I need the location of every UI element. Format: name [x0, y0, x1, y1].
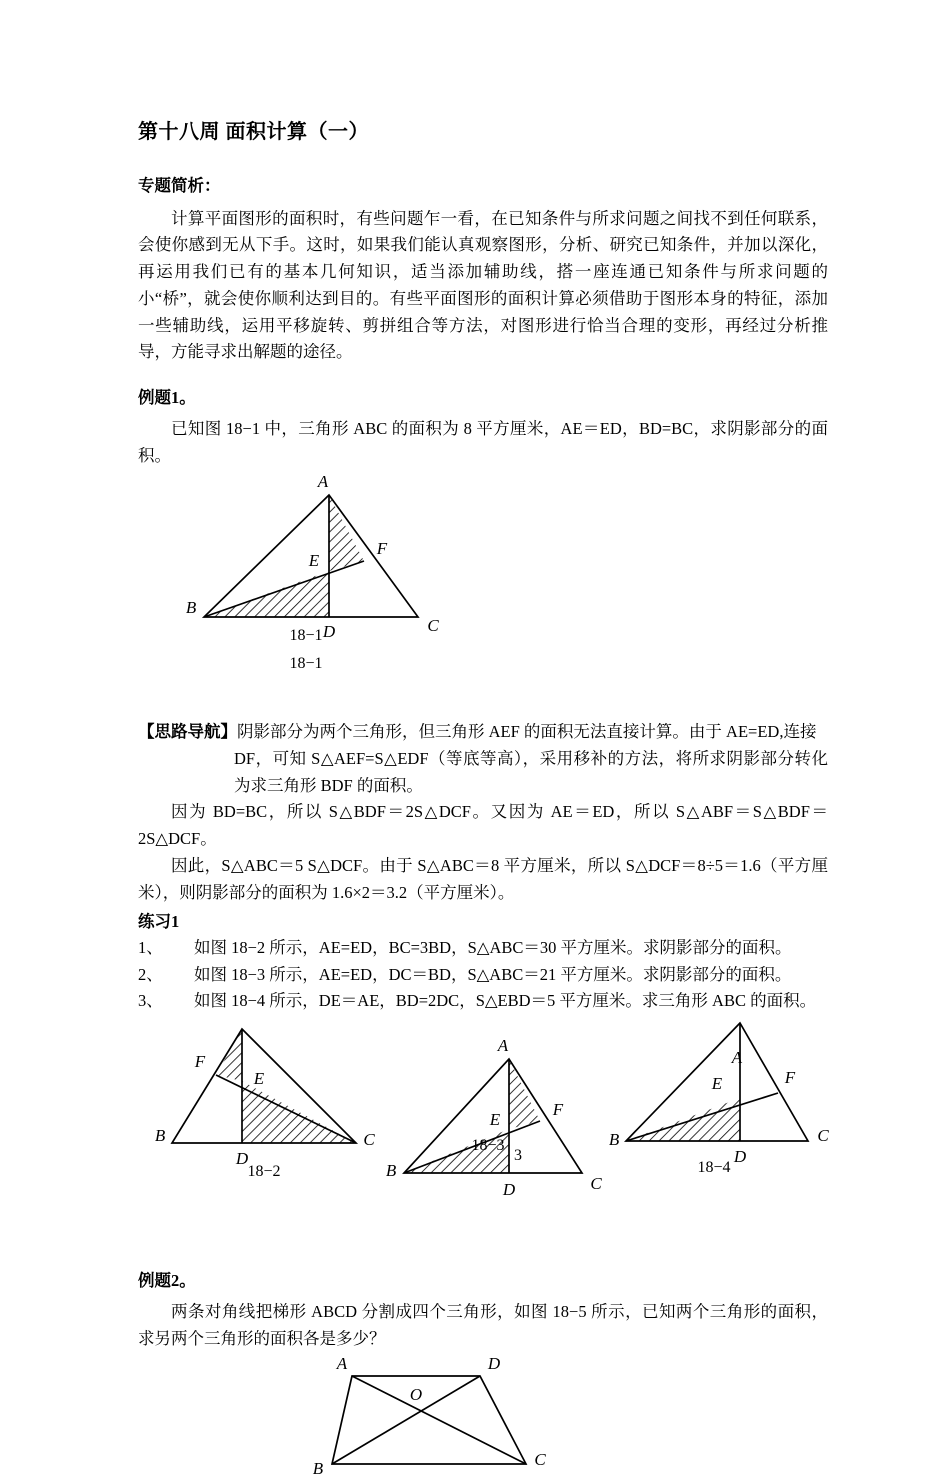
- example1-solution-line1: 因为 BD=BC，所以 S△BDF＝2S△DCF。又因为 AE＝ED，所以 S△ABF＝S△BDF＝2S△DCF。: [138, 802, 828, 849]
- example1-heading: 例题1。: [138, 388, 196, 408]
- figure-18-5-label-C: C: [534, 1450, 546, 1470]
- figure-18-5: [290, 1354, 560, 1480]
- practice1-list: [138, 935, 828, 1015]
- figure-18-3-label-C: C: [590, 1174, 602, 1194]
- figure-18-4-label-F: F: [784, 1068, 796, 1088]
- practice1-item-0-text: 如图 18−2 所示，AE=ED，BC=3BD，S△ABC＝30 平方厘米。求阴影部分的面积。: [194, 938, 792, 958]
- figure-18-4-caption: 18−4: [697, 1159, 731, 1177]
- figure-18-3-label-B: B: [385, 1161, 397, 1181]
- figure-18-2-label-F: F: [194, 1052, 206, 1072]
- example1-guide-label: 【思路导航】: [138, 722, 237, 742]
- practice1-item-1-num: 2、: [138, 964, 163, 984]
- figure-18-4: [608, 1019, 832, 1179]
- list-item: [138, 988, 828, 1015]
- figure-18-1-label-C: C: [427, 616, 439, 636]
- figure-18-3-caption: 18−3: [471, 1137, 505, 1155]
- practice1-item-1-text: 如图 18−3 所示，AE=ED，DC＝BD，S△ABC＝21 平方厘米。求阴影部分的面积。: [194, 964, 792, 984]
- figure-18-1-label-E: E: [308, 551, 320, 571]
- example1-statement: 已知图 18−1 中，三角形 ABC 的面积为 8 平方厘米，AE＝ED，BD=BC，求阴影部分的面积。: [138, 418, 828, 465]
- figure-18-1-container: [138, 469, 828, 719]
- figure-18-3-label-A: A: [497, 1036, 509, 1056]
- document-content: [138, 118, 828, 1482]
- figure-18-4-label-C: C: [817, 1126, 829, 1146]
- figure-18-1: [185, 472, 456, 647]
- practice1-item-2-text: 如图 18−4 所示，DE＝AE，BD=2DC，S△EBD＝5 平方厘米。求三角形 ABC 的面积。: [194, 991, 817, 1011]
- list-item: [138, 935, 828, 962]
- figure-18-4-label-B: B: [608, 1130, 620, 1150]
- figure-18-4-label-D: D: [733, 1147, 747, 1167]
- figure-18-4-label-E: E: [711, 1074, 723, 1094]
- figure-18-2-label-D: D: [235, 1149, 249, 1169]
- page-title: 第十八周 面积计算（一）: [138, 121, 369, 143]
- example2-statement: 两条对角线把梯形 ABCD 分割成四个三角形，如图 18−5 所示，已知两个三角形的面积，求另两个三角形的面积各是多少？: [138, 1301, 828, 1348]
- example1-guide: [138, 719, 828, 799]
- figure-18-1-label-B: B: [185, 598, 197, 618]
- example1-guide-line1: 阴影部分为两个三角形，但三角形 AEF 的面积无法直接计算。由于 AE=ED,连接: [237, 722, 817, 742]
- figure-18-2-label-B: B: [154, 1126, 166, 1146]
- figure-18-1-caption-overlap: 18−1: [289, 627, 323, 645]
- figure-18-2-label-E: E: [253, 1069, 265, 1089]
- example2-heading: 例题2。: [138, 1271, 196, 1291]
- figure-18-1-label-F: F: [376, 539, 388, 559]
- figure-18-5-label-D: D: [487, 1354, 501, 1374]
- list-item: [138, 962, 828, 989]
- practice1-item-0-num: 1、: [138, 938, 163, 958]
- figure-18-5-label-B: B: [312, 1459, 324, 1479]
- example1-guide-line2: DF，可知 S△AEF=S△EDF（等底等高），采用移补的方法，将所求阴影部分转化为求三角形 BDF 的面积。: [234, 748, 828, 795]
- figure-18-3: [385, 1036, 607, 1208]
- example1-solution-line2: 因此，S△ABC＝5 S△DCF。由于 S△ABC＝8 平方厘米，所以 S△DCF＝8÷5＝1.6（平方厘米），则阴影部分的面积为 1.6×2＝3.2（平方厘米）。: [138, 855, 828, 902]
- practice1-item-2-num: 3、: [138, 991, 163, 1011]
- figure-18-1-caption: 18−1: [289, 655, 323, 673]
- figure-18-5-container: [138, 1352, 828, 1482]
- overview-paragraph: 计算平面图形的面积时，有些问题乍一看，在已知条件与所求问题之间找不到任何联系，会使你感到无从下手。这时，如果我们能认真观察图形，分析、研究已知条件，并加以深化，再运用我们已有的基本几何知识，适当添加辅助线，搭一座连通已知条件与所求问题的小“桥”，就会使你顺利达到目的。有些平面图形的面积计算必须借助于图形本身的特征，添加一些辅助线，运用平移旋转、剪拼组合等方法，对图形进行恰当合理的变形，再经过分析推导，方能寻求出解题的途径。: [138, 208, 828, 362]
- figure-18-1-label-D: D: [322, 622, 336, 642]
- figure-18-5-label-O: O: [409, 1385, 423, 1405]
- figure-18-4-label-A: A: [731, 1048, 743, 1068]
- figure-18-3-label-E: E: [489, 1110, 501, 1130]
- practice1-heading: 练习1: [138, 912, 180, 932]
- figure-18-3-extra-label: 3: [514, 1147, 522, 1165]
- figure-18-3-label-F: F: [552, 1100, 564, 1120]
- practice1-figures-row: [138, 1015, 828, 1245]
- overview-heading: 专题简析：: [138, 176, 221, 195]
- figure-18-5-label-A: A: [336, 1354, 348, 1374]
- figure-18-3-label-D: D: [502, 1180, 516, 1200]
- figure-18-2-label-C: C: [363, 1130, 375, 1150]
- figure-18-2: [154, 1021, 384, 1181]
- figure-18-1-label-A: A: [317, 472, 329, 492]
- figure-18-2-caption: 18−2: [247, 1163, 281, 1181]
